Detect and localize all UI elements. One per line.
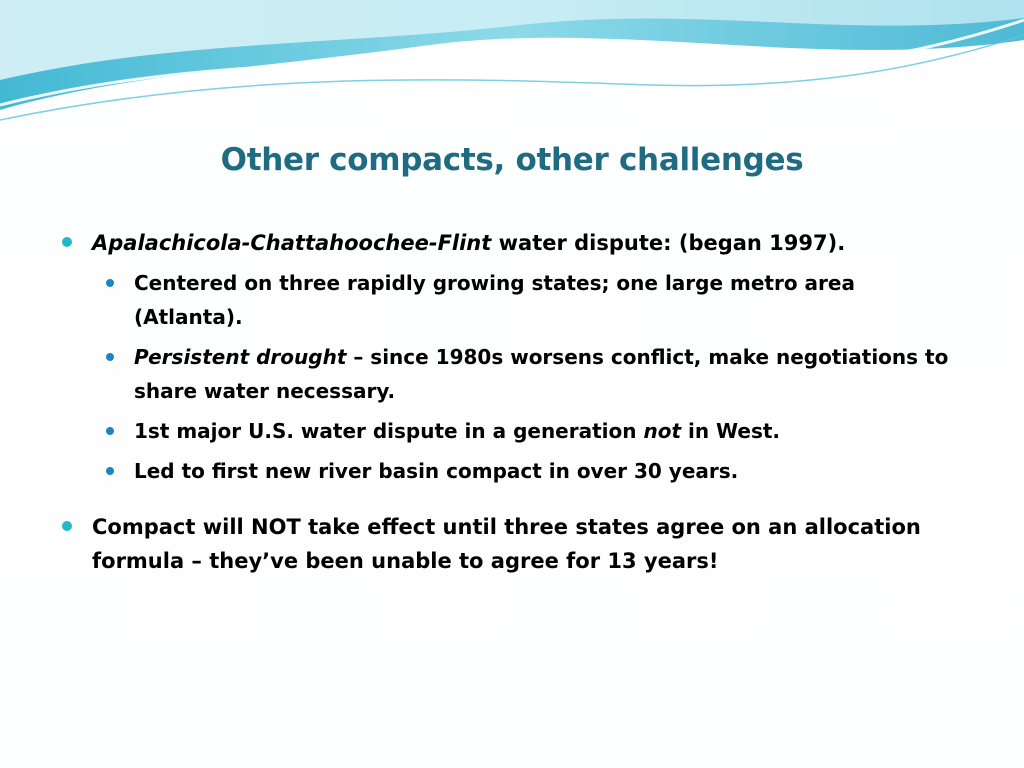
sub-bullet-new-compact [92,454,962,488]
sub-bullet-first-major [92,414,962,448]
sub-bullet-drought [92,340,962,408]
acf-italic-lead: Apalachicola-Chattahoochee-Flint [92,231,492,255]
bullet-compact-not-effective [62,510,962,578]
sub-bullet-dot [106,353,114,361]
slide-title: Other compacts, other challenges [220,142,804,178]
acf-rest: water dispute: (began 1997). [491,231,846,255]
decorative-wave-header [0,0,1024,130]
first-major-post: in West. [681,419,781,443]
bullet-dot [62,521,72,531]
sub-bullet-dot [106,467,114,475]
compact-text: Compact will NOT take effect until three states agree on an allocation formula – they’ve been unable to agree for 13 years! [92,515,921,573]
first-major-italic: not [643,419,682,443]
sub-bullet-dot [106,427,114,435]
bullet-dot [62,237,72,247]
first-major-pre: 1st major U.S. water dispute in a generation [134,419,644,443]
drought-italic-lead: Persistent drought [134,345,347,369]
sub-bullet-list [62,266,962,488]
spacer [62,494,962,510]
slide-body [62,226,962,578]
sub-bullet-dot [106,279,114,287]
sub-bullet-text: Centered on three rapidly growing states; one large metro area (Atlanta). [134,271,855,329]
bullet-acf-dispute [62,226,962,260]
sub-bullet-text: Led to first new river basin compact in over 30 years. [134,459,739,483]
drought-rest: – since 1980s worsens conflict, make negotiations to share water necessary. [134,345,949,403]
sub-bullet-centered [92,266,962,334]
